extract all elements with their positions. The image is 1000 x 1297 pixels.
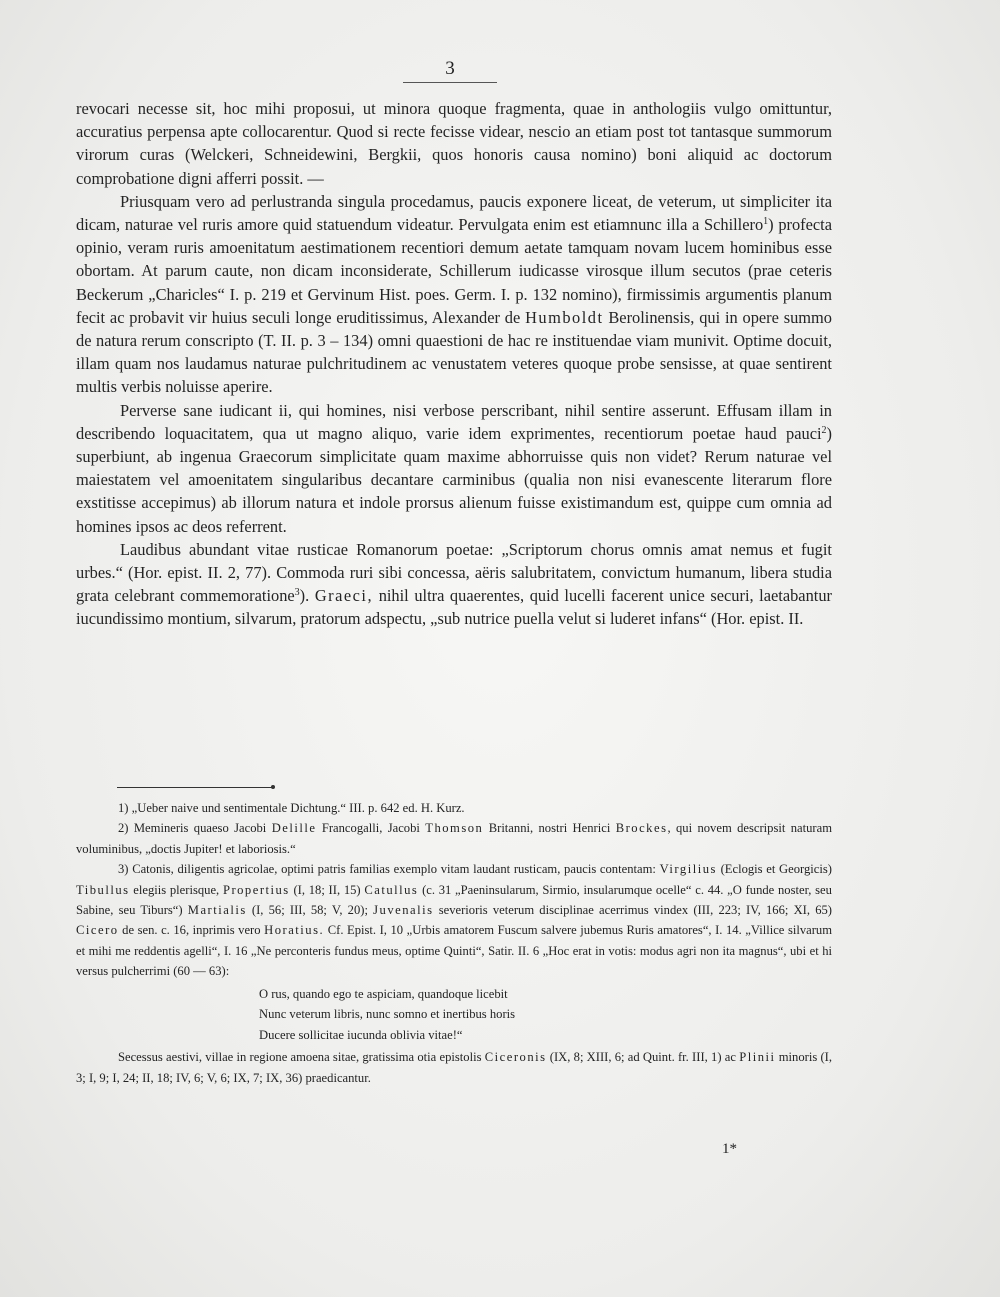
- footnote-2-text-c: Britanni, nostri Henrici: [488, 821, 611, 836]
- footnote-3-text-e: (c. 31 „Paeninsularum, Sirmio, insularumque ocelle“ c. 44. „O funde noster, seu Sabine, seu Tiburs“): [76, 882, 832, 918]
- spaced-name-delille: Delille: [271, 821, 317, 836]
- footnote-1: [76, 798, 832, 818]
- paragraph-4: Laudibus abundant vitae rusticae Romanorum poetae: „Scriptorum chorus omnis amat nemus et fugit urbes.“ (Hor. epist. II. 2, 77). Commoda ruri sibi concessa, aëris salubritatem, convictum humanum, libera studia grata celebrant commemoratione$^3$). Graeci, nihil ultra quaerentes, quid lucelli facerent unice securi, laetabantur iucundissimo montium, silvarum, pratorum adspectu, „sub nutrice puella velut si luderet infans“ (Hor. epist. II.: [76, 539, 832, 629]
- verse-line-2: Nunc veterum libris, nunc somno et inertibus horis: [259, 1007, 516, 1022]
- header-rule: [403, 82, 497, 83]
- footnote-3-text-f: (I, 56; III, 58; V, 20);: [251, 903, 368, 918]
- spaced-name-horatius: Horatius.: [264, 923, 325, 938]
- footnote-2-text-b: Francogalli, Jacobi: [321, 821, 420, 836]
- signature-mark: 1*: [722, 1141, 737, 1157]
- footnote-3-text-b: (Eclogis et Georgicis): [720, 862, 832, 877]
- footnote-separator: [117, 787, 273, 788]
- footnote-ref-1[interactable]: 1: [763, 216, 769, 228]
- footnote-3-text-d: (I, 18; II, 15): [293, 882, 361, 897]
- footnote-2-text-a: 2) Memineris quaeso Jacobi: [118, 821, 267, 836]
- spaced-name-brockes: Brockes: [615, 821, 668, 836]
- footnote-3-text-a: 3) Catonis, diligentis agricolae, optimi patris familias exemplo vitam laudant rusticam, paucis contentam:: [118, 862, 656, 877]
- footnote-3-text-l: minoris (I, 3; I, 9; I, 24; II, 18; IV, 6; V, 6; IX, 7; IX, 36) praedicantur.: [76, 1050, 833, 1085]
- footnote-3-text-i: Cf. Epist. I, 10 „Urbis amatorem Fuscum salvere jubemus Ruris amatores“, I. 14. „Villice silvarum et mihi me reddentis agelli“, I. 16 „Ne perconteris fundus meus, optime Quinti“, Satir. II. 6 „Hoc erat in votis: modus agri non ita magnus“, ubi et hi versus pulcherrimi (60 — 63):: [76, 923, 833, 979]
- spaced-name-thomson: Thomson: [425, 821, 484, 836]
- main-text: [76, 97, 832, 631]
- paragraph-3-text-a: Perverse sane iudicant ii, qui homines, nisi verbose perscribant, nihil sentire asserunt. Effusam illam in describendo loquacitatem, qua ut magno aliquo, varie idem exprimentes, recentiorum poetae haud pauci: [76, 400, 832, 443]
- footnote-3-text-h: de sen. c. 16, inprimis vero: [122, 923, 261, 938]
- spaced-name-juvenalis: Juvenalis: [373, 903, 434, 918]
- paragraph-1: [76, 97, 832, 190]
- paragraph-2-text-c: Berolinensis, qui in opere summo de natura rerum conscripto (T. II. p. 3 – 134) omni quaestioni de hac re instituendae viam munivit. Optime docuit, illam quam nos laudamus naturae pulchritudinem ac venustatem veteres quoque probe sensisse, at quae sentirent multis verbis noluisse aperire.: [76, 307, 832, 397]
- footnote-1-source: III. p. 642 ed. H. Kurz.: [349, 801, 465, 815]
- spaced-name-cicero: Cicero: [76, 923, 119, 938]
- spaced-word-graeci: Graeci,: [314, 586, 374, 606]
- spaced-name-virgilius: Virgilius: [659, 862, 717, 877]
- verse-quotation: [76, 984, 832, 1046]
- footnote-3-text-j: Secessus aestivi, villae in regione amoena sitae, gratissima otia epistolis: [118, 1050, 482, 1065]
- spaced-name-propertius: Propertius: [222, 882, 290, 897]
- footnote-3-continuation: [76, 1047, 832, 1088]
- verse-line-1: O rus, quando ego te aspiciam, quandoque licebit: [259, 986, 508, 1001]
- page-number: 3: [445, 58, 455, 79]
- footnote-2-text-d: , qui novem descripsit naturam voluminibus, „doctis Jupiter! et laboriosis.“: [76, 821, 832, 856]
- paragraph-2-text-a: Priusquam vero ad perlustranda singula procedamus, paucis exponere liceat, de veterum, ut simpliciter ita dicam, naturae vel ruris amore quid statuendum videatur. Pervulgata enim est etiamnunc illa a Schillero: [76, 191, 832, 235]
- footnote-ref-2[interactable]: 2: [821, 424, 827, 436]
- footnote-2: [76, 818, 832, 859]
- footnote-ref-3[interactable]: 3: [294, 587, 300, 599]
- verse-line-3: Ducere sollicitae iucunda oblivia vitae!“: [259, 1027, 463, 1042]
- spaced-name-plinii: Plinii: [739, 1050, 776, 1065]
- paragraph-4-text-a: Laudibus abundant vitae rusticae Romanorum poetae: „Scriptorum chorus omnis amat nemus et fugit urbes.“ (Hor. epist. II. 2, 77). Commoda ruri sibi concessa, aëris salubritatem, convictum humanum, libera studia grata celebrant commemoratione: [76, 539, 832, 606]
- paragraph-2-text-b: profecta opinio, veram ruris amoenitatum aestimationem recentiori demum aetate tamquam novam lucem hominibus esse obortam. At parum caute, non dicam inconsiderate, Schillerum iudicasse virosque illum secutos (prae ceteris Beckerum „Charicles“ I. p. 219 et Gervinum Hist. poes. Germ. I. p. 132 nomino), firmissimis argumentis planum fecit ac probavit vir huius seculi longe eruditissimus, Alexander de: [76, 215, 832, 327]
- paragraph-4-text-b: nihil ultra quaerentes, quid lucelli facerent unice securi, laetabantur iucundissimo montium, silvarum, pratorum adspectu, „sub nutrice puella velut si luderet infans“ (Hor. epist. II.: [76, 586, 832, 629]
- footnotes: [76, 798, 832, 1088]
- page-header: [403, 58, 497, 80]
- spaced-name-martialis: Martialis: [187, 903, 247, 918]
- paragraph-2: Priusquam vero ad perlustranda singula procedamus, paucis exponere liceat, de veterum, ut simpliciter ita dicam, naturae vel ruris amore quid statuendum videatur. Pervulgata enim est etiamnunc illa a Schillero$^1$) profecta opinio, veram ruris amoenitatum aestimationem recentiori demum aetate tamquam novam lucem hominibus esse obortam. At parum caute, non dicam inconsiderate, Schillerum iudicasse virosque illum secutos (prae ceteris Beckerum „Charicles“ I. p. 219 et Gervinum Hist. poes. Germ. I. p. 132 nomino), firmissimis argumentis planum fecit ac probavit vir huius seculi longe eruditissimus, Alexander de Humboldt Berolinensis, qui in opere summo de natura rerum conscripto (T. II. p. 3 – 134) omni quaestioni de hac re instituendae viam munivit. Optime docuit, illam quam nos laudamus naturae pulchritudinem ac venustatem veteres quoque probe sensisse, at quae sentirent multis verbis noluisse aperire.: [76, 191, 832, 397]
- spaced-name-humboldt: Humboldt: [525, 307, 604, 327]
- spaced-name-tibullus: Tibullus: [76, 882, 130, 897]
- paragraph-1-text: revocari necesse sit, hoc mihi proposui, ut minora quoque fragmenta, quae in anthologiis vulgo omittuntur, accuratius perpensa apte collocarentur. Quod si recte fecisse videar, nescio an etiam post tot tantasque summorum virorum curas (Welckeri, Schneidewini, Bergkii, quos honoris causa nomino) boni aliquid ac doctorum comprobatione digni afferri possit. —: [76, 99, 832, 188]
- paragraph-3: Perverse sane iudicant ii, qui homines, nisi verbose perscribant, nihil sentire asserunt. Effusam illam in describendo loquacitatem, qua ut magno aliquo, varie idem exprimentes, recentiorum poetae haud pauci$^2$) superbiunt, ab ingenua Graecorum simplicitate quam maxime abhorruisse quis non videt? Rerum naturae vel maiestatem vel amoenitatem singularibus decantare carminibus (qualia non nisi evanescente literarum flore exstitisse accepimus) ab illorum natura et indole prorsus alienum fuisse existimandum est, quippe cum omnia ad homines ipsos ac deos referrent.: [76, 400, 832, 536]
- footnote-3: [76, 859, 832, 981]
- footnote-3-text-g: severioris veterum disciplinae acerrimus vindex (III, 223; IV, 166; XI, 65): [438, 903, 832, 918]
- footnote-3-text-k: (IX, 8; XIII, 6; ad Quint. fr. III, 1) ac: [549, 1050, 736, 1065]
- spaced-name-catullus: Catullus: [364, 882, 419, 897]
- footnote-1-title: 1) „Ueber naive und sentimentale Dichtung.“: [118, 801, 347, 815]
- footnote-3-text-c: elegiis plerisque,: [133, 882, 220, 897]
- spaced-name-ciceronis: Ciceronis: [484, 1050, 547, 1065]
- paragraph-3-text-b: superbiunt, ab ingenua Graecorum simplicitate quam maxime abhorruisse quis non videt? Rerum naturae vel maiestatem vel amoenitatem singularibus decantare carminibus (qualia non nisi evanescente literarum flore exstitisse accepimus) ab illorum natura et indole prorsus alienum fuisse existimandum est, quippe cum omnia ad homines ipsos ac deos referrent.: [76, 447, 832, 536]
